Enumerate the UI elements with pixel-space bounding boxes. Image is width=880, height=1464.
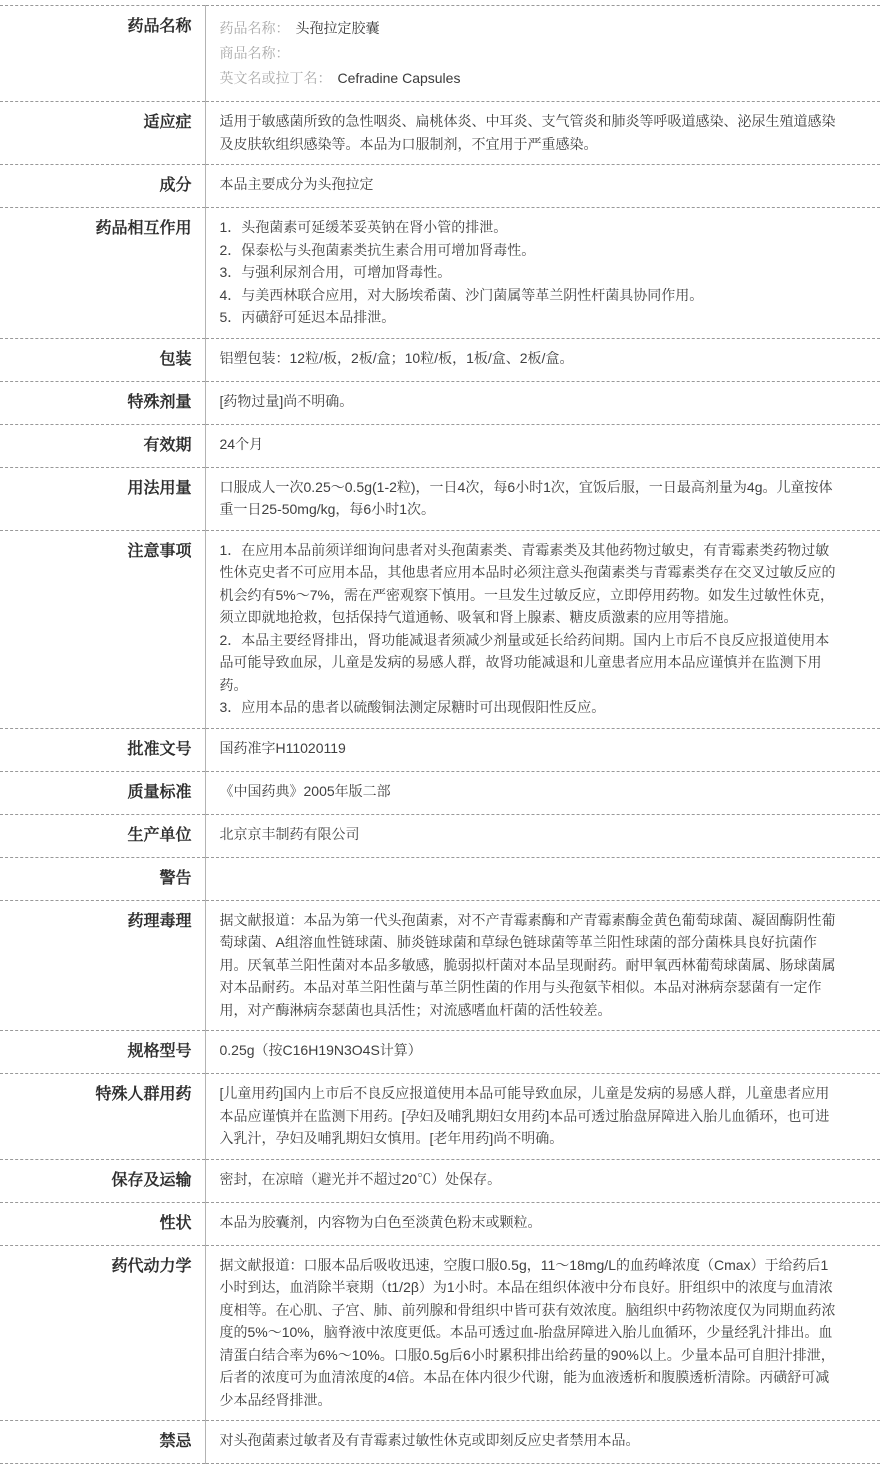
table-row-indications [0,102,880,165]
row-label: 有效期 [0,424,205,467]
row-paragraph: 《中国药典》2005年版二部 [219,782,391,799]
table-row-description [0,1202,880,1245]
table-row-storage-transport [0,1159,880,1202]
row-label: 规格型号 [0,1031,205,1074]
table-row-special-populations [0,1074,880,1160]
row-value [205,814,880,857]
table-row-manufacturer [0,814,880,857]
drug-name-value: 头孢拉定胶囊 [295,20,380,36]
row-paragraph [220,866,839,888]
row-paragraph: 铝塑包装：12粒/板，2板/盒；10粒/板，1板/盒、2板/盒。 [219,349,574,366]
row-value [205,1031,880,1074]
row-label: 生产单位 [0,814,205,857]
table-row-ingredients [0,165,880,208]
row-paragraph: 本品为胶囊剂，内容物为白色至淡黄色粉末或颗粒。 [219,1213,542,1230]
row-value [205,1245,880,1421]
row-value [205,102,880,165]
row-value [205,530,880,728]
drug-name-field [220,16,839,41]
row-paragraph: 0.25g（按C16H19N3O4S计算） [219,1042,422,1058]
row-label: 药品名称 [0,6,205,102]
row-paragraph: [药物过量]尚不明确。 [219,392,354,409]
row-value [205,338,880,381]
row-value [205,165,880,208]
row-label: 禁忌 [0,1421,205,1464]
table-row-packaging [0,338,880,381]
row-value [205,1074,880,1160]
row-paragraph: 2．保泰松与头孢菌素类抗生素合用可增加肾毒性。 [219,241,536,258]
row-paragraph: 适用于敏感菌所致的急性咽炎、扁桃体炎、中耳炎、支气管炎和肺炎等呼吸道感染、泌尿生殖道感染及皮肤软组织感染等。本品为口服制剂，不宜用于严重感染。 [219,113,836,152]
row-paragraph: 北京京丰制药有限公司 [219,825,360,842]
row-value [205,208,880,339]
row-label: 批准文号 [0,728,205,771]
row-value [205,6,880,102]
row-label: 保存及运输 [0,1159,205,1202]
row-label: 警告 [0,857,205,900]
row-paragraph: 1．头孢菌素可延缓苯妥英钠在肾小管的排泄。 [219,219,508,235]
table-row-dosage-administration [0,467,880,530]
row-paragraph: 本品主要成分为头孢拉定 [219,176,374,192]
table-row-pharmacokinetics [0,1245,880,1421]
row-label: 药理毒理 [0,900,205,1031]
row-value [205,728,880,771]
row-paragraph: 5．丙磺舒可延迟本品排泄。 [219,309,396,325]
row-label: 适应症 [0,102,205,165]
row-paragraph: 1．在应用本品前须详细询问患者对头孢菌素类、青霉素类及其他药物过敏史，有青霉素类药物过敏性休克史者不可应用本品，其他患者应用本品时必须注意头孢菌素类与青霉素类存在交叉过敏反应的机会约有5%～7%，需在严密观察下慎用。一旦发生过敏反应，立即停用药物。如发生过敏性休克，须立即就地抢救，包括保持气道通畅、吸氧和肾上腺素、糖皮质激素的应用等措施。 [219,541,836,625]
row-label: 特殊人群用药 [0,1074,205,1160]
row-paragraph: 24个月 [219,435,264,452]
row-paragraph: 密封，在凉暗（避光并不超过20℃）处保存。 [219,1170,502,1187]
table-row-pharmacology-toxicology [0,900,880,1031]
table-row-specification [0,1031,880,1074]
row-label: 性状 [0,1202,205,1245]
row-label: 药代动力学 [0,1245,205,1421]
row-value [205,900,880,1031]
row-value [205,467,880,530]
table-row-contraindications [0,1421,880,1464]
table-row-shelf-life [0,424,880,467]
row-label: 特殊剂量 [0,381,205,424]
table-row-special-dosage [0,381,880,424]
row-paragraph: 3．与强利尿剂合用，可增加肾毒性。 [219,264,452,280]
row-label: 包装 [0,338,205,381]
english-name-field [220,66,839,91]
table-row-quality-standard [0,771,880,814]
table-row-precautions [0,530,880,728]
row-paragraph: 国药准字H11020119 [219,739,346,756]
row-value [205,424,880,467]
row-label: 质量标准 [0,771,205,814]
row-value [205,1202,880,1245]
row-paragraph: [儿童用药]国内上市后不良反应报道使用本品可能导致血尿，儿童是发病的易感人群，儿童患者应用本品应谨慎并在监测下用药。[孕妇及哺乳期妇女用药]本品可透过胎盘屏障进入胎儿血循环，也可进入乳汁，孕妇及哺乳期妇女慎用。[老年用药]尚不明确。 [219,1085,830,1146]
table-row-warning [0,857,880,900]
row-label: 用法用量 [0,467,205,530]
trade-name-field [220,41,839,66]
table-row-drug-name [0,6,880,102]
row-paragraph: 4．与美西林联合应用，对大肠埃希菌、沙门菌属等革兰阴性杆菌具协同作用。 [219,286,704,303]
row-label: 注意事项 [0,530,205,728]
row-paragraph: 口服成人一次0.25～0.5g(1-2粒)，一日4次，每6小时1次，宜饭后服，一日最高剂量为4g。儿童按体重一日25-50mg/kg，每6小时1次。 [219,478,833,517]
row-paragraph: 据文献报道：口服本品后吸收迅速，空腹口服0.5g，11～18mg/L的血药峰浓度（Cmax）于给药后1小时到达，血消除半衰期（t1/2β）为1小时。本品在组织体液中分布良好。肝组织中的浓度与血清浓度相等。在心肌、子宫、肺、前列腺和骨组织中皆可获有效浓度。脑组织中药物浓度仅为同期血药浓度的5%～10%，脑脊液中浓度更低。本品可透过血-胎盘屏障进入胎儿血循环，少量经乳汁排出。血清蛋白结合率为6%～10%。口服0.5g后6小时累积排出给药量的90%以上。少量本品可自胆汁排泄，后者的浓度可为血清浓度的4倍。本品在体内很少代谢，能为血液透析和腹膜透析清除。丙磺舒可减少本品经肾排泄。 [219,1256,836,1408]
drug-info-table [0,5,880,1464]
row-label: 药品相互作用 [0,208,205,339]
row-paragraph: 2．本品主要经肾排出，肾功能减退者须减少剂量或延长给药间期。国内上市后不良反应报道使用本品可能导致血尿，儿童是发病的易感人群，故肾功能减退和儿童患者应用本品应谨慎并在监测下用药。 [219,631,830,693]
row-paragraph: 据文献报道：本品为第一代头孢菌素，对不产青霉素酶和产青霉素酶金黄色葡萄球菌、凝固酶阴性葡萄球菌、A组溶血性链球菌、肺炎链球菌和草绿色链球菌等革兰阳性球菌的部分菌株具良好抗菌作用。厌氧革兰阳性菌对本品多敏感，脆弱拟杆菌对本品呈现耐药。耐甲氧西林葡萄球菌属、肠球菌属对本品耐药。本品对革兰阳性菌与革兰阴性菌的作用与头孢氨苄相似。本品对淋病奈瑟菌有一定作用，对产酶淋病奈瑟菌也具活性；对流感嗜血杆菌的活性较差。 [219,911,836,1018]
drug-name-key: 药品名称： [219,20,290,36]
trade-name-key: 商品名称： [219,45,290,61]
english-name-value: Cefradine Capsules [337,70,461,86]
row-value [205,1159,880,1202]
row-value [205,381,880,424]
row-value [205,1421,880,1464]
table-row-approval-number [0,728,880,771]
row-value [205,771,880,814]
english-name-key: 英文名或拉丁名： [219,70,332,86]
row-value [205,857,880,900]
row-paragraph: 对头孢菌素过敏者及有青霉素过敏性休克或即刻反应史者禁用本品。 [219,1432,640,1448]
table-row-drug-interactions [0,208,880,339]
row-label: 成分 [0,165,205,208]
row-paragraph: 3．应用本品的患者以硫酸铜法测定尿糖时可出现假阳性反应。 [219,699,606,715]
